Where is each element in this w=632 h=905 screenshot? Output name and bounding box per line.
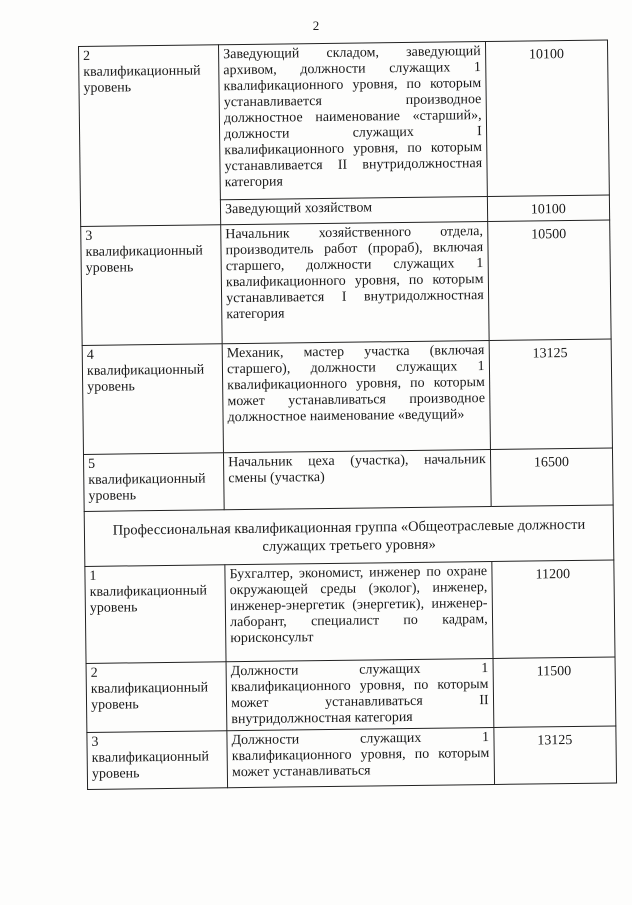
qualification-level-cell: 2 квалификационный уровень <box>79 45 221 227</box>
salary-cell: 10100 <box>487 195 610 221</box>
qualification-level-cell: 4 квалификационный уровень <box>82 344 223 455</box>
salary-cell: 13125 <box>489 339 613 449</box>
salary-cell: 11500 <box>493 657 616 727</box>
table-row <box>85 560 615 663</box>
page-number: 2 <box>312 18 320 33</box>
salary-cell: 10500 <box>487 220 611 340</box>
salary-cell: 13125 <box>494 726 617 784</box>
position-cell: Начальник хозяйственного отдела, производитель работ (прораб), включая старшего, должности служащих 1 квалификационного уровня, по которым устанавливается I внутридолжностная категория <box>221 222 489 344</box>
qualification-level-cell: 1 квалификационный уровень <box>85 565 226 664</box>
position-cell: Начальник цеха (участка), начальник смены (участка) <box>224 449 491 509</box>
position-cell: Бухгалтер, экономист, инженер по охране окружающей среды (эколог), инженер, инженер-энергетик (энергетик), инженер-лаборант, специалист по кадрам, юрисконсульт <box>225 561 493 661</box>
table-row <box>81 220 611 345</box>
position-cell: Заведующий хозяйством <box>220 197 487 225</box>
position-cell: Механик, мастер участка (включая старшего), должности служащих 1 квалификационного уровня, по которым может устанавливаться производное должностное наименование «ведущий» <box>222 341 490 453</box>
qualification-level-cell: 3 квалификационный уровень <box>87 731 228 790</box>
salary-cell: 16500 <box>490 448 613 506</box>
table-row <box>87 726 617 789</box>
position-cell: Заведующий складом, заведующий архивом, должности служащих 1 квалификационного уровня, по которым устанавливается производное должностное наименование «старший», должности служащих I квалификационного уровня, по которым устанавливается II внутридолжностная категория <box>219 42 487 200</box>
salary-cell: 10100 <box>485 40 609 196</box>
salary-table <box>78 40 617 790</box>
table-row <box>79 40 610 201</box>
table-row <box>83 448 613 511</box>
table-row <box>84 505 614 566</box>
salary-cell: 11200 <box>491 560 615 658</box>
table-row <box>82 339 612 454</box>
qualification-level-cell: 2 квалификационный уровень <box>86 662 227 733</box>
position-cell: Должности служащих 1 квалификационного уровня, по которым может устанавливаться <box>227 727 494 787</box>
qualification-level-cell: 5 квалификационный уровень <box>83 453 224 512</box>
table-row <box>86 657 616 732</box>
qualification-level-cell: 3 квалификационный уровень <box>81 225 223 346</box>
position-cell: Должности служащих 1 квалификационного уровня, по которым может устанавливаться II внутридолжностная категория <box>226 658 493 730</box>
group-header: Профессиональная квалификационная группа «Общеотраслевые должности служащих третьего уровня» <box>84 505 614 566</box>
